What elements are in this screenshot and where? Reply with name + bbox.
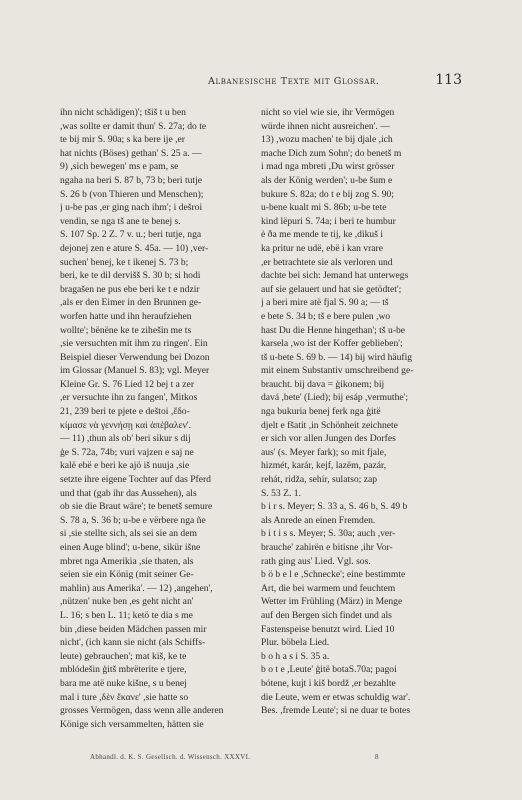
text-line: er sich vor allen Jungen des Dorfes <box>261 433 396 445</box>
text-line: leute) gebrauchen'; mat kiš, ke te <box>60 650 187 662</box>
text-line: Plur. böbela Lied. <box>261 637 330 649</box>
text-line: braucht. bij dava = ģikonem; bij <box>261 378 385 390</box>
text-line: und that (gab ihr das Aussehen), als <box>60 487 197 499</box>
text-line: würde ihnen nicht ausreichen'. — <box>261 120 390 132</box>
text-line: kind lëpuri S. 74a; i beri te humbur <box>261 215 396 227</box>
text-line: mahlin) aus Amerika'. — 12) ,angehen', <box>60 582 213 594</box>
text-line: j u-be pas ,er ging nach ihm'; i dešroi <box>60 202 203 214</box>
text-line: auf den Bergen sich findet und als <box>261 609 392 621</box>
text-line: Fastenspeise benutzt wird. Lied 10 <box>261 623 395 635</box>
text-line: mit einem Substantiv umschreibend ge- <box>261 365 414 377</box>
text-line: beri, ke te dil dervišš S. 30 b; si hodi <box>60 270 201 282</box>
text-line: bin ,diese beiden Mädchen passen mir <box>60 623 207 635</box>
text-line: si ,sie stellte sich, als sei sie an dem <box>60 528 197 540</box>
footer-signature: 8 <box>375 753 379 761</box>
right-text-column <box>261 106 446 718</box>
text-line: grosses Vermögen, dass wenn alle anderen <box>60 705 224 717</box>
text-line: i mad nga mbreti ,Du wirst grösser <box>261 161 395 173</box>
text-line: djelt e fšatit ,in Schönheit zeichnete <box>261 419 398 431</box>
text-line: S. 107 Sp. 2 Z. 7 v. u.; beri tutje, nga <box>60 229 202 241</box>
page-header <box>60 74 470 94</box>
text-line: L. 16; s ben L. 11; ketö te dia s me <box>60 609 193 621</box>
text-line: ,was sollte er damit thun' S. 27a; do te <box>60 120 207 132</box>
text-line: 13) ,wozu machen' te bij djale ,ich <box>261 134 393 146</box>
text-line: κίμασε νὰ γεννήσῃ καὶ ἀπέβαλεν'. <box>60 419 192 431</box>
text-line: mal i ture ,δὲν ἔκανε' ,sie hatte so <box>60 691 189 703</box>
text-line: wollte'; bënëne ke te zihešin me ts <box>60 324 192 336</box>
text-line: nga bukuria benej ferk nga ģitë <box>261 406 381 418</box>
text-line: brauche' zahirën e bitisne ,ihr Vor- <box>261 542 393 553</box>
text-line: als Anrede an einen Fremden. <box>261 514 376 526</box>
left-text-column <box>60 106 245 731</box>
text-line: karsela ,wo ist der Koffer geblieben'; <box>261 338 403 350</box>
text-line: ngaha na beri S. 87 b, 73 b; beri tutje <box>60 174 203 186</box>
text-line: ob sie die Braut wäre'; te benetš semure <box>60 501 213 513</box>
text-line: j a beri mire atë fjal S. 90 a; — tš <box>261 297 389 309</box>
text-line: einen Auge blind'; u-bene, sikür išne <box>60 542 201 553</box>
text-line: mblódešin ģitš mbrëterite e tjere, <box>60 664 187 676</box>
text-line: ,er betrachtete sie als verloren und <box>261 256 393 268</box>
text-line: b o h a s i S. 35 a. <box>261 650 330 662</box>
text-line: ,nützen' nuke ben ,es geht nicht an' <box>60 596 194 608</box>
text-line: die Leute, wem er etwas schuldig war'. <box>261 691 411 703</box>
text-line: rath ging aus' Lied. Vgl. sos. <box>261 555 371 567</box>
text-line: suchen' benej, ke t ikenej S. 73 b; <box>60 256 189 268</box>
footer-imprint: Abhandl. d. K. S. Gesellsch. d. Wissensch. XXXVI. <box>90 753 251 761</box>
text-line: Kleine Gr. S. 76 Lied 12 bej t a zer <box>60 378 195 390</box>
text-line: seien sie ein König (mit seiner Ge- <box>60 569 194 581</box>
text-line: nicht', (ich kann sie nicht (als Schiffs- <box>60 637 206 649</box>
text-line: 21, 239 beri te pjete e deštoi ,ἔδο- <box>60 406 190 418</box>
text-line: davá ,bete' (Lied); bij esáp ,vermuthe'; <box>261 392 409 404</box>
text-line: setzte ihre eigene Tochter auf das Pferd <box>60 474 211 486</box>
text-line: nicht so viel wie sie, ihr Vermögen <box>261 107 395 118</box>
text-line: Bes. ,fremde Leute'; si ne duar te botes <box>261 705 411 717</box>
text-line: hizmét, karár, kejf, lazëm, pazár, <box>261 460 387 472</box>
text-line: bragašen ne pus ebe beri ke t e ndzir <box>60 283 200 295</box>
text-line: aus' (s. Meyer fark); so mit fjale, <box>261 446 387 458</box>
text-line: worfen hatte und ihn heraufziehen <box>60 310 192 322</box>
text-line: bara me atë nuke kišne, s u benej <box>60 677 187 689</box>
text-line: b i r s. Meyer; S. 33 a, S. 46 b, S. 49 b <box>261 501 408 513</box>
text-line: auf sie gelauert und hat sie getödtet'; <box>261 283 402 295</box>
text-line: ,als er den Eimer in den Brunnen ge- <box>60 297 202 309</box>
text-line: b ö b e l e ,Schnecke'; eine bestimmte <box>261 569 406 581</box>
text-line: e bete S. 34 b; tš e bere pulen ,wo <box>261 310 391 322</box>
text-line: b o t e ,Leute' ģitë botaS.70a; pagoi <box>261 664 397 676</box>
running-title: Albanesische Texte mit Glossar. <box>208 76 380 87</box>
text-line: S. 53 Z. 1. <box>261 487 301 499</box>
page-number: 113 <box>435 72 462 88</box>
text-line: è ða me mende te tij, ke ,dikuš i <box>261 229 384 241</box>
text-line: ihn nicht schädigen)'; tšiš t u ben <box>60 107 186 118</box>
text-line: Könige sich versammelten, hätten sie <box>60 718 204 730</box>
text-line: u-bene kualt mi S. 86b; u-be tete <box>261 202 387 214</box>
text-line: hast Du die Henne hingethan'; tš u-be <box>261 324 405 336</box>
text-line: tš u-bete S. 69 b. — 14) bij wird häufig <box>261 351 413 363</box>
text-line: S. 26 b (von Thieren und Menschen); <box>60 188 204 200</box>
text-line: rehát, ridža, sehír, sulatso; zap <box>261 474 378 486</box>
text-line: dejonej zen e ature S. 45a. — 10) ,ver- <box>60 242 209 254</box>
text-line: S. 78 a, S. 36 b; u-be e vërbere nga ñe <box>60 514 206 526</box>
text-line: als der König werden'; u-be šum e <box>261 174 393 186</box>
text-line: bótene, kujt i kiš bordž ,er bezahlte <box>261 677 396 689</box>
text-line: — 11) ,thun als ob' beri sikur s dij <box>60 433 191 445</box>
text-line: 9) ,sich bewegen' ms e pam, se <box>60 161 179 173</box>
text-line: Beispiel dieser Verwendung bei Dozon <box>60 351 210 363</box>
text-line: b i t i s s. Meyer; S. 30a; auch ,ver- <box>261 528 396 540</box>
text-line: mbret nga Amerikia ,sie thaten, als <box>60 555 194 567</box>
text-line: dachte bei sich: Jemand hat unterwegs <box>261 270 409 282</box>
text-line: ,sie versuchten mit ihm zu ringen'. Ein <box>60 338 208 350</box>
text-line: Art, die bei warmem und feuchtem <box>261 582 396 594</box>
text-line: ģe S. 72a, 74b; vuri vajzen e saj ne <box>60 446 194 458</box>
text-line: hat nichts (Böses) gethan' S. 25 a. — <box>60 147 202 159</box>
text-line: mache Dich zum Sohn'; do benetš m <box>261 147 402 159</box>
text-line: vendin, se nga tš ane te benej s. <box>60 215 181 227</box>
text-line: Wetter im Frühling (März) in Menge <box>261 596 403 608</box>
text-line: bukure S. 82a; do t e bij zog S. 90; <box>261 188 394 200</box>
text-line: ,er versuchte ihn zu fangen', Mitkos <box>60 392 198 404</box>
text-line: ka pritur ne udë, ebë i kan vrare <box>261 242 383 254</box>
text-line: im Glossar (Manuel S. 83); vgl. Meyer <box>60 365 210 377</box>
text-line: te bij mir S. 90a; s ka bere ije ,er <box>60 134 185 146</box>
text-line: kalë ebë e beri ke ajö iš nuuja ,sie <box>60 460 190 472</box>
